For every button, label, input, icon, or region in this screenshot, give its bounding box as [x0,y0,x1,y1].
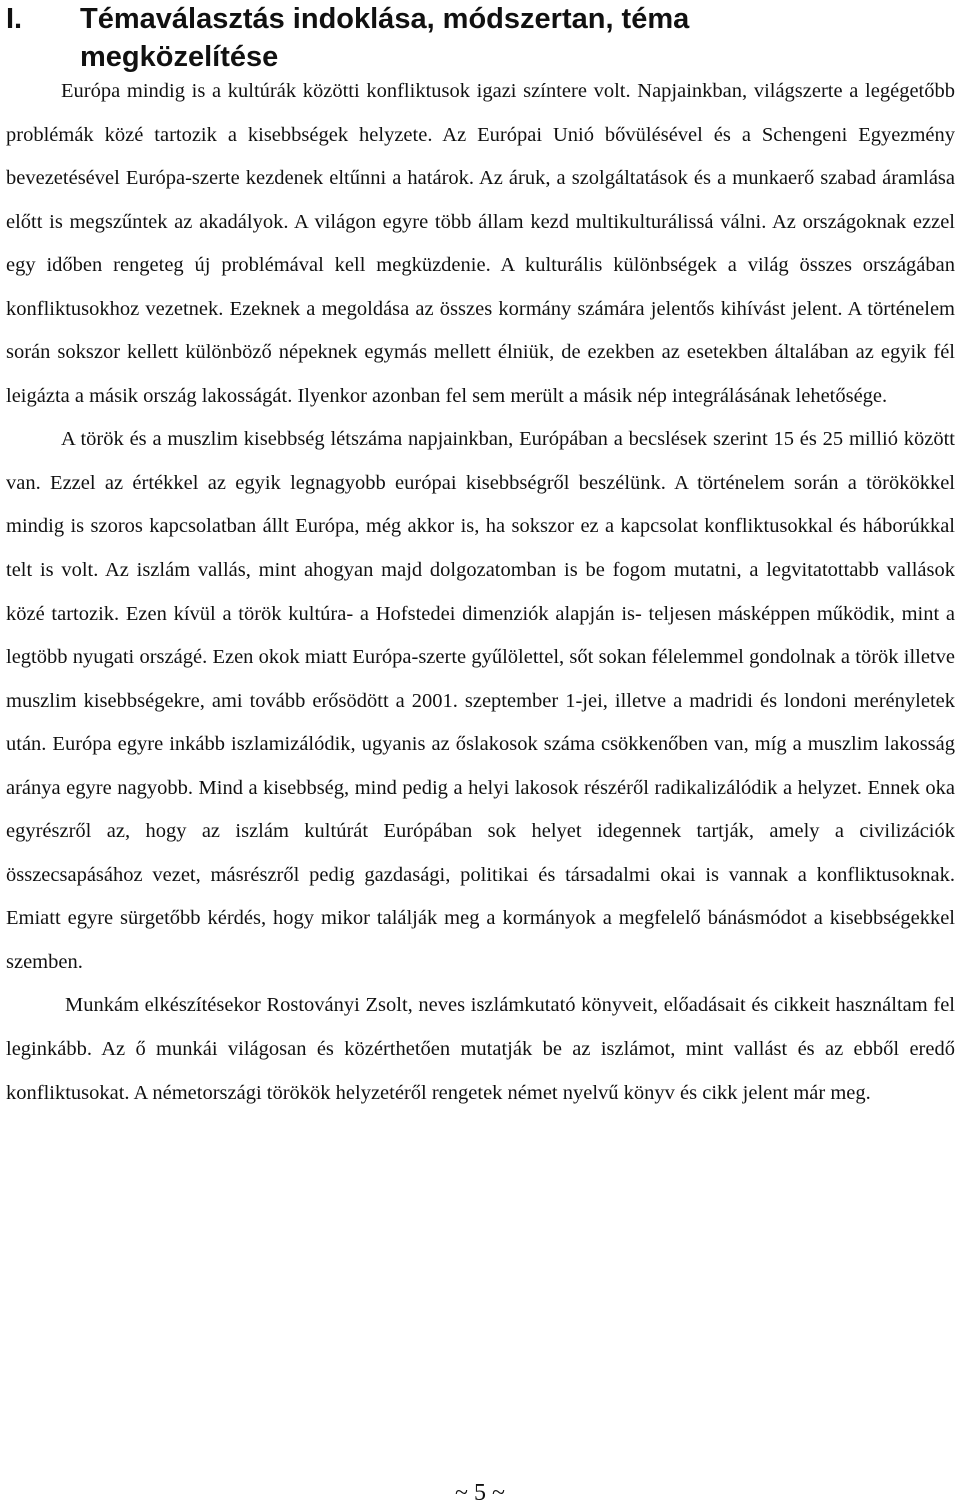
body-text [6,70,955,1115]
paragraph-3: Munkám elkészítésekor Rostoványi Zsolt, neves iszlámkutató könyveit, előadásait és cikkeit használtam fel leginkább. Az ő munkái világosan és közérthetően mutatják be az iszlámot, mint vallást és az ebből eredő konfliktusokat. A németországi törökök helyzetéről rengetek német nyelvű könyv és cikk jelent már meg. [6,994,955,1104]
paragraph-2: A török és a muszlim kisebbség létszáma napjainkban, Európában a becslések szerint 15 és 25 millió között van. Ezzel az értékkel az egyik legnagyobb európai kisebbségről beszélünk. A történelem során a törökökkel mindig is szoros kapcsolatban állt Európa, még akkor is, ha sokszor ez a kapcsolat konfliktusokkal és háborúkkal telt is volt. Az iszlám vallás, mint ahogyan majd dolgozatomban is be fogom mutatni, a legvitatottabb vallások közé tartozik. Ezen kívül a török kultúra- a Hofstedei dimenziók alapján is- teljesen másképpen működik, mint a legtöbb nyugati országé. Ezen okok miatt Európa-szerte gyűlölettel, sőt sokan félelemmel gondolnak a török illetve muszlim kisebbségekre, ami tovább erősödött a 2001. szeptember 1-jei, illetve a madridi és londoni merényletek után. Európa egyre inkább iszlamizálódik, ugyanis az őslakosok száma csökkenőben van, míg a muszlim lakosság aránya egyre nagyobb. Mind a kisebbség, mind pedig a helyi lakosok részéről radikalizálódik a helyzet. Ennek oka egyrészről az, hogy az iszlám kultúrát Európában sok helyet idegennek tartják, amely a civilizációk összecsapásához vezet, másrészről pedig gazdasági, politikai és társadalmi okai is vannak a konfliktusoknak. Emiatt egyre sürgetőbb kérdés, hogy mikor találják meg a kormányok a megfelelő bánásmódot a kisebbségekkel szemben. [6,428,955,973]
section-title-line1: Témaválasztás indoklása, módszertan, téma [80,3,690,35]
section-number: I. [6,3,23,35]
page-number: ~ 5 ~ [455,1480,505,1506]
paragraph-1: Európa mindig is a kultúrák közötti konfliktusok igazi színtere volt. Napjainkban, világszerte a legégetőbb problémák közé tartozik a kisebbségek helyzete. Az Európai Unió bővülésével és a Schengeni Egyezmény bevezetésével Európa-szerte kezdenek eltűnni a határok. Az áruk, a szolgáltatások és a munkaerő szabad áramlása előtt is megszűntek az akadályok. A világon egyre több állam kezd multikulturálissá válni. Az országoknak ezzel egy időben rengeteg új problémával kell megküzdenie. A kulturális különbségek a világ összes országában konfliktusokhoz vezetnek. Ezeknek a megoldása az összes kormány számára jelentős kihívást jelent. A történelem során sokszor kellett különböző népeknek egymás mellett élniük, de ezekben az esetekben általában az egyik fél leigázta a másik ország lakosságát. Ilyenkor azonban fel sem merült a másik nép integrálásának lehetősége. [6,80,955,407]
section-title-line2: megközelítése [80,41,279,73]
section-heading [6,0,946,76]
